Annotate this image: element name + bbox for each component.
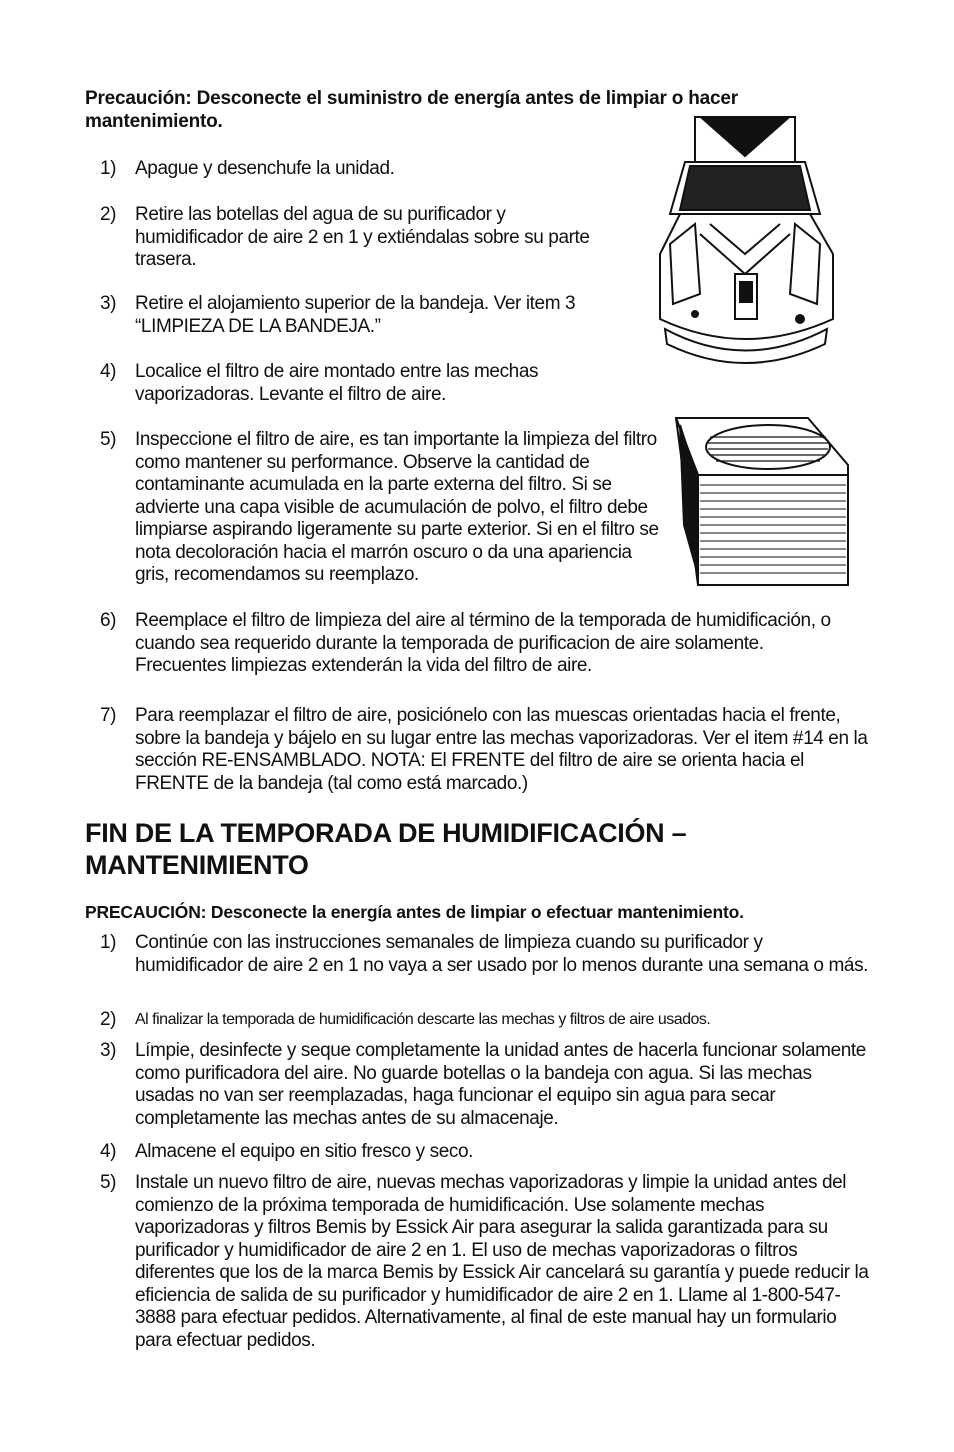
air-filter-illustration — [668, 415, 853, 590]
weekly-caution: Precaución: Desconecte el suministro de energía antes de limpiar o hacer mantenimiento. — [85, 88, 738, 132]
step-text: Al finalizar la temporada de humidificación descarte las mechas y filtros de aire usados. — [135, 1011, 711, 1028]
step-text: Límpie, desinfecte y seque completamente la unidad antes de hacerla funcionar solamente como purificadora del aire. No guarde botellas o la bandeja con agua. Si las mechas usadas no van ser reemplazadas, haga funcionar el equipo sin agua para secar completamente las mechas antes de su almacenaje. — [135, 1040, 866, 1129]
step-number: 1) — [100, 158, 117, 179]
step-number: 5) — [100, 429, 117, 450]
humidifier-tray-illustration — [655, 114, 840, 369]
step-number: 5) — [100, 1172, 117, 1193]
season-caution: PRECAUCIÓN: Desconecte la energía antes de limpiar o efectuar mantenimiento. — [85, 902, 744, 922]
step-number: 7) — [100, 705, 117, 726]
step-text: Apague y desenchufe la unidad. — [135, 158, 395, 179]
step-text: Instale un nuevo filtro de aire, nuevas mechas vaporizadoras y limpie la unidad antes del comienzo de la próxima temporada de humidificación. Use solamente mechas vaporizadoras y filtros Bemis by Essick Air para asegurar la salida garantizada para su purificador y humidificador de aire 2 en 1. El uso de mechas vaporizadoras o filtros diferentes que los de la marca Bemis by Essick Air cancelará su garantía y puede reducir la eficiencia de salida de su purificador y humidificador de aire 2 en 1. Llame al 1-800-547-3888 para efectuar pedidos. Alternativamente, al final de este manual hay un formulario para efectuar pedidos. — [135, 1172, 869, 1351]
step-number: 2) — [100, 204, 117, 225]
step-text: Reemplace el filtro de limpieza del aire al término de la temporada de humidificación, o cuando sea requerido durante la temporada de purificacion de aire solamente. Frecuentes limpiezas extenderán la vida del filtro de aire. — [135, 610, 831, 676]
step-number: 2) — [100, 1009, 117, 1030]
step-text: Para reemplazar el filtro de aire, posiciónelo con las muescas orientadas hacia el frente, sobre la bandeja y bájelo en su lugar entre las mechas vaporizadoras. Ver el item #14 en la sección RE-ENSAMBLADO. NOTA: El FRENTE del filtro de aire se orienta hacia el FRENTE de la bandeja (tal como está marcado.) — [135, 705, 868, 794]
step-number: 3) — [100, 293, 117, 314]
step-text: Continúe con las instrucciones semanales de limpieza cuando su purificador y humidificador de aire 2 en 1 no vaya a ser usado por lo menos durante una semana o más. — [135, 932, 869, 976]
step-5-wrap: Inspeccione el filtro de aire, es tan importante la limpieza del filtro como mantener su performance. Observe la cantidad de contaminante acumulada en la parte externa del filtro. Si se advierte una capa visible de acumulación de polvo, el filtro debe limpiarse aspirando ligeramente su parte exterior. Si en el filtro se nota decoloración hacia el marrón oscuro o da una apariencia gris, recomendamos su reemplazo. — [135, 429, 659, 585]
step-text: Retire las botellas del agua de su purificador y humidificador de aire 2 en 1 y extiéndalas sobre su parte trasera. — [135, 204, 590, 270]
section-heading: FIN DE LA TEMPORADA DE HUMIDIFICACIÓN – MANTENIMIENTO — [85, 818, 687, 880]
step-text: Retire el alojamiento superior de la bandeja. Ver item 3 “LIMPIEZA DE LA BANDEJA.” — [135, 293, 576, 337]
step-number: 4) — [100, 361, 117, 382]
step-text: Almacene el equipo en sitio fresco y seco. — [135, 1141, 474, 1162]
step-number: 4) — [100, 1141, 117, 1162]
step-number: 6) — [100, 610, 117, 631]
step-number: 3) — [100, 1040, 117, 1061]
step-text: Localice el filtro de aire montado entre las mechas vaporizadoras. Levante el filtro de aire. — [135, 361, 539, 405]
step-number: 1) — [100, 932, 117, 953]
